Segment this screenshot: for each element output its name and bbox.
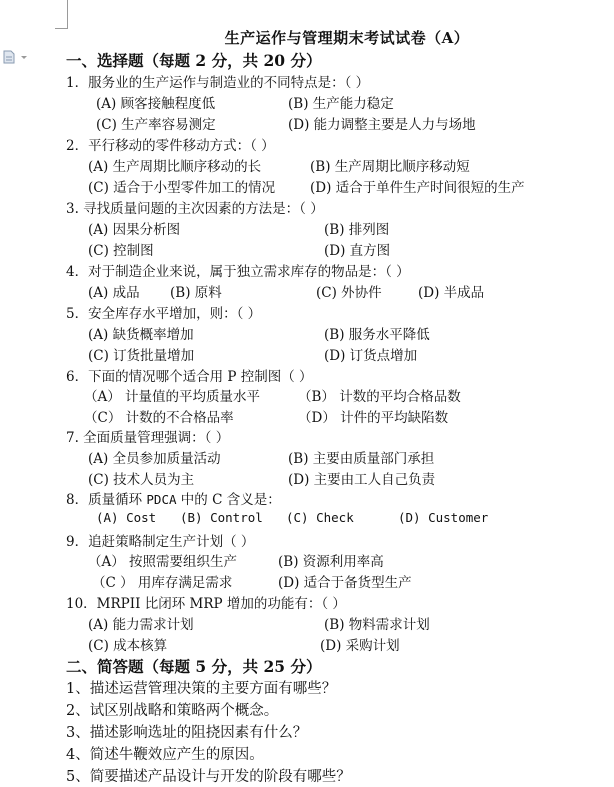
q9-option-d: (D) 适合于备货型生产 bbox=[278, 575, 412, 591]
q8-option-d: (D) Customer bbox=[398, 510, 489, 525]
q5-option-d: (D) 订货点增加 bbox=[324, 348, 418, 364]
q9-option-b: (B) 资源利用率高 bbox=[278, 554, 384, 570]
q4-option-c: (C) 外协件 bbox=[316, 285, 382, 301]
q9-option-a: （A） 按照需要组织生产 bbox=[88, 554, 238, 570]
q1-option-d: (D) 能力调整主要是人力与场地 bbox=[288, 117, 476, 133]
q2-option-c: (C) 适合于小型零件加工的情况 bbox=[88, 180, 276, 196]
q10-option-a: (A) 能力需求计划 bbox=[88, 617, 194, 633]
q3-option-c: (C) 控制图 bbox=[88, 243, 154, 259]
q9-stem: 9．追赶策略制定生产计划（ ） bbox=[66, 534, 255, 550]
q8-option-c: (C) Check bbox=[286, 510, 354, 525]
q10-option-b: (B) 物料需求计划 bbox=[324, 617, 430, 633]
q8-option-a: (A) Cost bbox=[96, 510, 157, 525]
q7-option-b: (B) 主要由质量部门承担 bbox=[288, 451, 435, 467]
exam-title: 生产运作与管理期末考试试卷（A） bbox=[224, 29, 470, 47]
q3-stem: 3. 寻找质量问题的主次因素的方法是：（ ） bbox=[66, 201, 324, 217]
document-icon[interactable] bbox=[2, 50, 32, 64]
q3-option-d: (D) 直方图 bbox=[324, 243, 391, 259]
q7-option-d: (D) 主要由工人自己负责 bbox=[288, 472, 436, 488]
q8-stem-code: PDCA bbox=[146, 492, 177, 507]
q6-option-a: （A） 计量值的平均质量水平 bbox=[84, 389, 261, 405]
q8-stem-pre: 8．质量循环 bbox=[66, 492, 147, 508]
short-answer-item: 2、试区别战略和策略两个概念。 bbox=[66, 703, 279, 719]
q10-option-d: (D) 采购计划 bbox=[320, 638, 400, 654]
q6-option-c: （C） 计数的不合格品率 bbox=[84, 410, 234, 426]
q1-option-c: (C) 生产率容易测定 bbox=[96, 117, 216, 133]
q6-stem: 6．下面的情况哪个适合用 P 控制图（ ） bbox=[66, 369, 313, 385]
q4-option-d: (D) 半成品 bbox=[418, 285, 485, 301]
page-margin-mark bbox=[55, 0, 68, 29]
q1-option-a: (A) 顾客接触程度低 bbox=[96, 96, 216, 112]
short-answer-item: 4、简述牛鞭效应产生的原因。 bbox=[66, 747, 264, 763]
short-answer-item: 1、描述运营管理决策的主要方面有哪些？ bbox=[66, 681, 337, 697]
q8-stem bbox=[66, 488, 281, 508]
q10-option-c: (C) 成本核算 bbox=[88, 638, 168, 654]
q7-option-a: (A) 全员参加质量活动 bbox=[88, 451, 221, 467]
q5-option-c: (C) 订货批量增加 bbox=[88, 348, 195, 364]
q2-stem: 2．平行移动的零件移动方式：（ ） bbox=[66, 138, 275, 154]
q5-option-b: (B) 服务水平降低 bbox=[324, 327, 430, 343]
q6-option-d: （D） 计件的平均缺陷数 bbox=[298, 410, 449, 426]
q2-option-d: (D) 适合于单件生产时间很短的生产 bbox=[310, 180, 525, 196]
q7-stem: 7. 全面质量管理强调：（ ） bbox=[66, 430, 230, 446]
q2-option-b: (B) 生产周期比顺序移动短 bbox=[310, 159, 470, 175]
short-answer-item: 3、描述影响选址的阻挠因素有什么？ bbox=[66, 725, 308, 741]
q4-stem: 4．对于制造企业来说，属于独立需求库存的物品是：（ ） bbox=[66, 264, 410, 280]
q10-stem: 10．MRPII 比闭环 MRP 增加的功能有：（ ） bbox=[66, 596, 346, 612]
q1-option-b: (B) 生产能力稳定 bbox=[288, 96, 394, 112]
section2-heading: 二、简答题（每题 5 分，共 25 分） bbox=[66, 657, 322, 676]
q7-option-c: (C) 技术人员为主 bbox=[88, 472, 195, 488]
q4-option-b: (B) 原料 bbox=[170, 285, 222, 301]
q8-option-b: (B) Control bbox=[180, 510, 263, 525]
short-answer-item: 5、简要描述产品设计与开发的阶段有哪些？ bbox=[66, 769, 351, 785]
q3-option-b: (B) 排列图 bbox=[324, 222, 390, 238]
q6-option-b: （B） 计数的平均合格品数 bbox=[298, 389, 461, 405]
q5-option-a: (A) 缺货概率增加 bbox=[88, 327, 194, 343]
q8-stem-post: 中的 C 含义是： bbox=[176, 492, 281, 508]
section1-heading: 一、选择题（每题 2 分，共 20 分） bbox=[66, 51, 322, 70]
q3-option-a: (A) 因果分析图 bbox=[88, 222, 181, 238]
q4-option-a: (A) 成品 bbox=[88, 285, 140, 301]
q1-stem: 1．服务业的生产运作与制造业的不同特点是：（ ） bbox=[66, 75, 370, 91]
q5-stem: 5．安全库存水平增加，则：（ ） bbox=[66, 306, 262, 322]
q2-option-a: (A) 生产周期比顺序移动的长 bbox=[88, 159, 262, 175]
q9-option-c: （C ） 用库存满足需求 bbox=[92, 575, 233, 591]
